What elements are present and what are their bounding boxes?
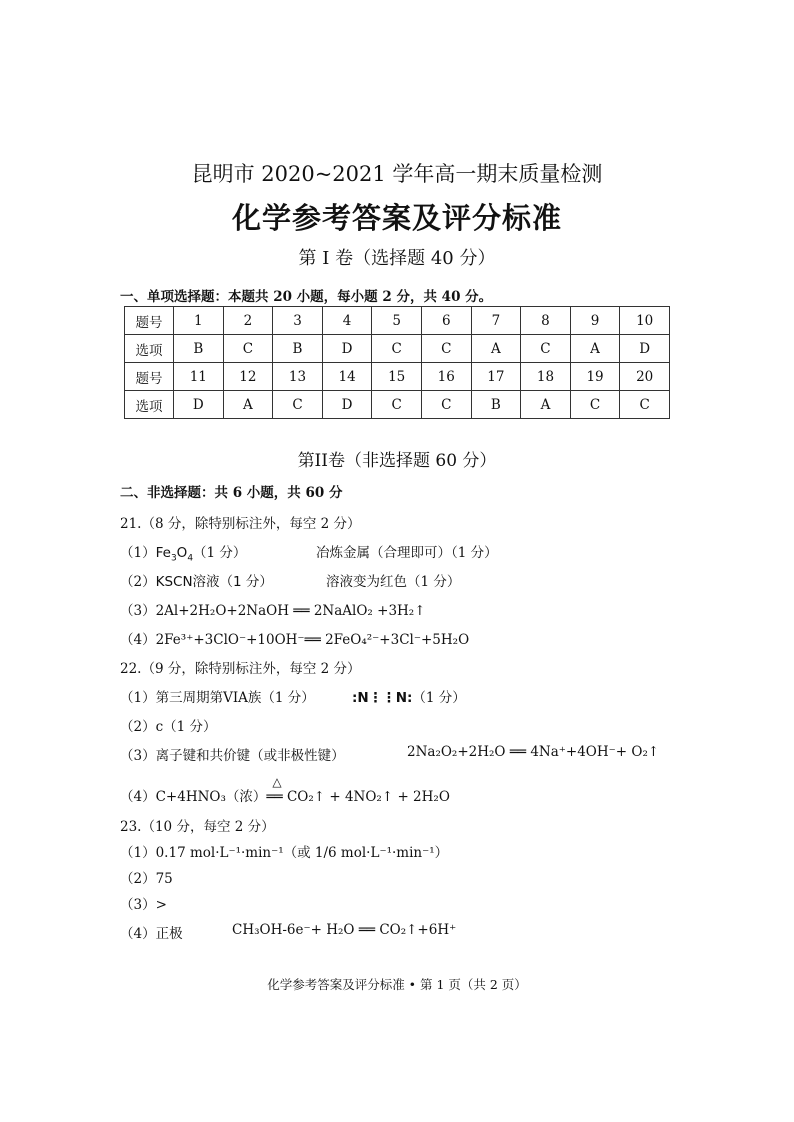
q23-answer-3 (120, 893, 167, 913)
q22-answer-3 (120, 744, 345, 764)
answer-choice-cell: A (223, 391, 273, 419)
q22-answer-4 (120, 775, 450, 805)
answer-choice-cell: D (620, 335, 670, 363)
question-number-cell: 6 (421, 307, 471, 335)
q21-answer-2 (120, 570, 273, 590)
q23-answer-2 (120, 867, 173, 887)
question-number-cell: 13 (273, 363, 323, 391)
question-number-cell: 4 (322, 307, 372, 335)
part2-heading: 二、非选择题：共 6 小题，共 60 分 (120, 485, 343, 501)
question-number-cell: 12 (223, 363, 273, 391)
answer-choice-cell: C (273, 391, 323, 419)
q21-answer-4 (120, 628, 469, 648)
q22-heading: 22.（9 分，除特别标注外，每空 2 分） (120, 661, 361, 677)
question-number-cell: 7 (471, 307, 521, 335)
question-number-cell: 14 (322, 363, 372, 391)
answer-text: > (155, 897, 167, 913)
q23-heading: 23.（10 分，每空 2 分） (120, 819, 275, 835)
heat-icon: △ (272, 775, 282, 789)
answer-choice-cell: C (421, 335, 471, 363)
q22-answer-2 (120, 715, 217, 735)
q21-heading: 21.（8 分，除特别标注外，每空 2 分） (120, 516, 361, 532)
q21-answer-1-right: 冶炼金属（合理即可）（1 分） (316, 545, 498, 561)
question-number-cell: 16 (421, 363, 471, 391)
question-number-cell: 11 (174, 363, 224, 391)
answer-choice-cell: C (372, 335, 422, 363)
answer-label: （2） (120, 719, 156, 735)
answer-key-title: 化学参考答案及评分标准 (231, 201, 562, 235)
answer-label: （2） (120, 871, 156, 887)
q23-answer-1 (120, 841, 448, 861)
answer-label: （1） (120, 845, 156, 861)
answer-text: 离子键和共价键（或非极性键） (155, 748, 345, 764)
table-row (125, 335, 670, 363)
answer-choice-cell: D (322, 335, 372, 363)
electron-formula: :N⋮⋮N: (352, 690, 413, 706)
answer-text: KSCN溶液（1 分） (155, 574, 273, 590)
equation: 2Al+2H₂O+2NaOH ══ 2NaAlO₂ +3H₂↑ (155, 603, 426, 619)
reaction-arrow: △ ══ (266, 775, 283, 805)
q22-answer-3-right: 2Na₂O₂+2H₂O ══ 4Na⁺+4OH⁻+ O₂↑ (407, 744, 660, 760)
row-label: 题号 (125, 363, 174, 391)
answer-label: （4） (120, 789, 156, 805)
answer-text: 第三周期第VIA族（1 分） (155, 690, 315, 706)
answer-choice-cell: C (521, 335, 571, 363)
equation-left: C+4HNO₃（浓） (155, 789, 267, 805)
answer-label: （3） (120, 748, 156, 764)
answer-text: 0.17 mol·L⁻¹·min⁻¹（或 1/6 mol·L⁻¹·min⁻¹） (155, 845, 449, 861)
q21-answer-1 (120, 541, 246, 564)
equation: 2Fe³⁺+3ClO⁻+10OH⁻══ 2FeO₄²⁻+3Cl⁻+5H₂O (155, 632, 470, 648)
q22-answer-1-right (352, 686, 466, 706)
answer-choice-cell: B (273, 335, 323, 363)
q21-answer-3 (120, 599, 426, 619)
answer-choice-cell: D (174, 391, 224, 419)
question-number-cell: 2 (223, 307, 273, 335)
question-number-cell: 18 (521, 363, 571, 391)
question-number-cell: 17 (471, 363, 521, 391)
row-label: 题号 (125, 307, 174, 335)
question-number-cell: 19 (570, 363, 620, 391)
exam-title: 昆明市 2020~2021 学年高一期末质量检测 (191, 162, 603, 186)
answer-label: （4） (120, 632, 156, 648)
answer-text: c（1 分） (155, 719, 217, 735)
answer-text: 75 (155, 871, 173, 887)
answer-choice-cell: A (521, 391, 571, 419)
answer-choice-cell: C (570, 391, 620, 419)
part2-title: 第II卷（非选择题 60 分） (297, 451, 497, 471)
formula: $Fe_3O_4$ (155, 545, 194, 564)
equation-right: CO₂↑ + 4NO₂↑ + 2H₂O (282, 789, 450, 805)
question-number-cell: 10 (620, 307, 670, 335)
question-number-cell: 8 (521, 307, 571, 335)
q22-answer-1 (120, 686, 315, 706)
q23-answer-4-right: CH₃OH-6e⁻+ H₂O ══ CO₂↑+6H⁺ (232, 922, 457, 938)
table-row (125, 391, 670, 419)
q21-answer-2-right: 溶液变为红色（1 分） (326, 574, 461, 590)
question-number-cell: 5 (372, 307, 422, 335)
question-number-cell: 9 (570, 307, 620, 335)
q23-answer-4 (120, 922, 183, 942)
part1-title: 第 I 卷（选择题 40 分） (298, 248, 496, 269)
question-number-cell: 3 (273, 307, 323, 335)
answer-label: （4） (120, 926, 156, 942)
table-row (125, 363, 670, 391)
answer-label: （3） (120, 603, 156, 619)
answer-choice-cell: C (421, 391, 471, 419)
row-label: 选项 (125, 391, 174, 419)
score: （1 分） (412, 690, 466, 706)
answer-choice-cell: A (570, 335, 620, 363)
question-number-cell: 1 (174, 307, 224, 335)
answer-choice-cell: C (223, 335, 273, 363)
answer-choice-cell: A (471, 335, 521, 363)
answer-label: （1） (120, 545, 156, 561)
answer-text: 正极 (155, 926, 183, 942)
answer-choice-cell: B (471, 391, 521, 419)
score: （1 分） (193, 545, 247, 561)
answer-choice-cell: B (174, 335, 224, 363)
part1-heading: 一、单项选择题：本题共 20 小题，每小题 2 分，共 40 分。 (120, 289, 493, 305)
question-number-cell: 15 (372, 363, 422, 391)
answer-choice-cell: C (620, 391, 670, 419)
answer-label: （1） (120, 690, 156, 706)
answer-choice-cell: D (322, 391, 372, 419)
answer-label: （2） (120, 574, 156, 590)
answer-table (124, 306, 670, 419)
row-label: 选项 (125, 335, 174, 363)
question-number-cell: 20 (620, 363, 670, 391)
answer-choice-cell: C (372, 391, 422, 419)
table-row (125, 307, 670, 335)
page-footer: 化学参考答案及评分标准 • 第 1 页（共 2 页） (267, 977, 527, 992)
answer-label: （3） (120, 897, 156, 913)
